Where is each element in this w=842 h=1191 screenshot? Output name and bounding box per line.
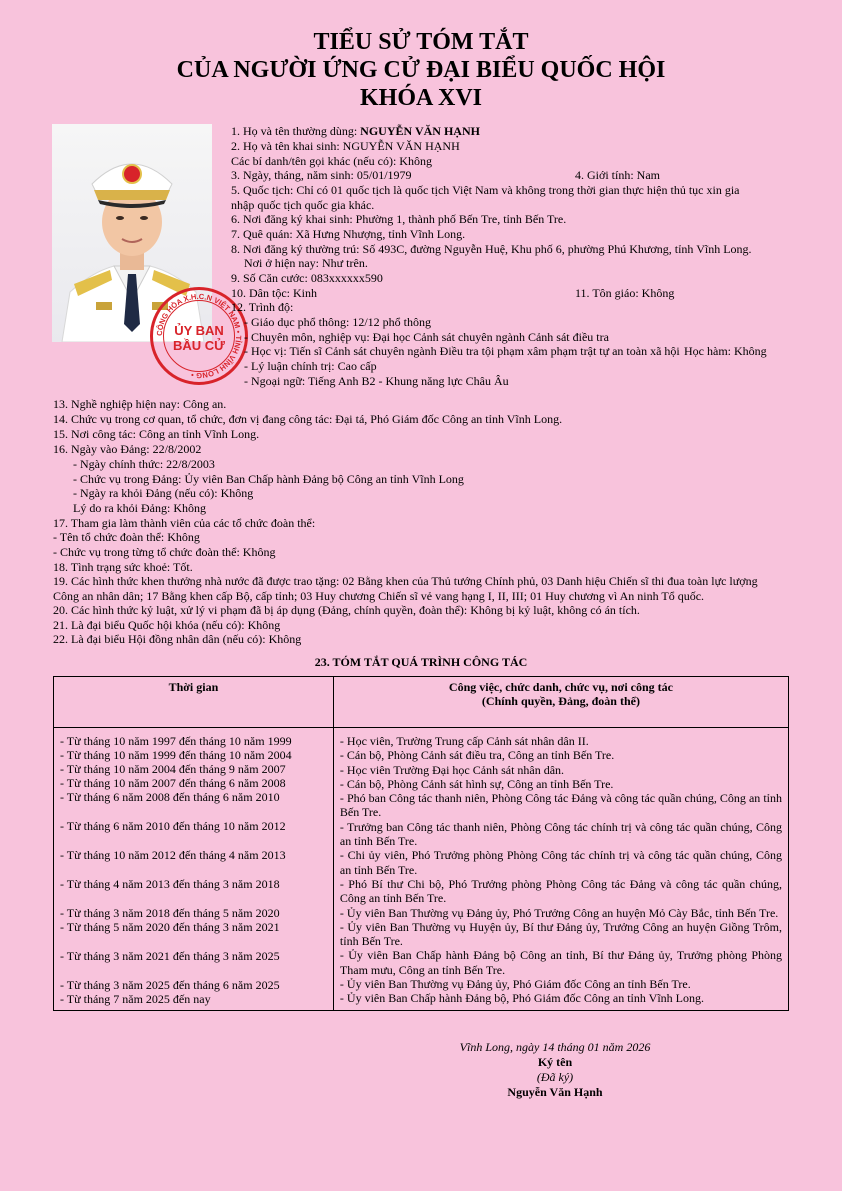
column-header-time: Thời gian: [54, 677, 334, 728]
field-religion: 11. Tôn giáo: Không: [575, 286, 675, 300]
work-time-entry: - Từ tháng 10 năm 2004 đến tháng 9 năm 2007: [60, 762, 286, 776]
work-time-entry: - Từ tháng 6 năm 2008 đến tháng 6 năm 2010: [60, 790, 280, 804]
work-time-entry: - Từ tháng 3 năm 2018 đến tháng 5 năm 2020: [60, 906, 280, 920]
work-history-title: 23. TÓM TẮT QUÁ TRÌNH CÔNG TÁC: [314, 655, 528, 669]
field-discipline: 20. Các hình thức kỷ luật, xử lý vi phạm đã bị áp dụng (Đảng, chính quyền, đoàn thể): Không bị kỷ luật, không có án tích.: [53, 603, 640, 617]
field-na-delegate: 21. Là đại biểu Quốc hội khóa (nếu có): Không: [53, 618, 281, 632]
work-job-entry: - Cán bộ, Phòng Cảnh sát điều tra, Công an tỉnh Bến Tre.: [339, 748, 615, 763]
work-job-entry: - Ủy viên Ban Chấp hành Đảng bộ, Phó Giám đốc Công an tỉnh Vĩnh Long.: [339, 991, 704, 1006]
place-date: Vĩnh Long, ngày 14 tháng 01 năm 2026: [459, 1040, 651, 1054]
field-political-theory: - Lý luận chính trị: Cao cấp: [244, 359, 377, 373]
field-permanent-residence: 8. Nơi đăng ký thường trú: Số 493C, đường Nguyễn Huệ, Khu phố 6, phường Phú Khương, tỉnh Vĩnh Long.: [231, 242, 752, 256]
field-health: 18. Tình trạng sức khoẻ: Tốt.: [53, 560, 193, 574]
work-time-entry: - Từ tháng 10 năm 1999 đến tháng 10 năm 2004: [60, 748, 292, 762]
field-organization-role: - Chức vụ trong từng tổ chức đoàn thể: Không: [53, 545, 276, 559]
work-job-entry: - Ủy viên Ban Thường vụ Đảng ủy, Phó Trưởng Công an huyện Mỏ Cày Bắc, tỉnh Bến Tre.: [339, 905, 779, 920]
work-time-entry: - Từ tháng 6 năm 2010 đến tháng 10 năm 2012: [60, 819, 286, 833]
field-dob: 3. Ngày, tháng, năm sinh: 05/01/1979: [231, 168, 412, 182]
field-occupation: 13. Nghề nghiệp hiện nay: Công an.: [53, 397, 227, 411]
work-job-entry: - Ủy viên Ban Chấp hành Đảng bộ Công an tỉnh, Bí thư Đảng ủy, Trưởng phòng Phòng Tham mưu, Công an tỉnh Bến Tre.: [339, 948, 782, 977]
field-nationality-cont: nhập quốc tịch quốc gia khác.: [231, 198, 375, 212]
work-time-entry: - Từ tháng 10 năm 2012 đến tháng 4 năm 2013: [60, 848, 286, 862]
work-time-entry: - Từ tháng 3 năm 2021 đến tháng 3 năm 2025: [60, 949, 280, 963]
work-time-entry: - Từ tháng 7 năm 2025 đến nay: [60, 992, 211, 1006]
sign-label: Ký tên: [537, 1055, 573, 1069]
field-workplace: 15. Nơi công tác: Công an tỉnh Vĩnh Long.: [53, 427, 260, 441]
signature-block: [420, 1040, 690, 1100]
field-position: 14. Chức vụ trong cơ quan, tổ chức, đơn vị đang công tác: Đại tá, Phó Giám đốc Công an tỉnh Vĩnh Long.: [53, 412, 563, 426]
field-gender: 4. Giới tính: Nam: [575, 168, 661, 182]
title-line-1: TIỂU SỬ TÓM TẮT: [313, 29, 529, 55]
work-history-table: [53, 676, 789, 1011]
field-specialty: - Chuyên môn, nghiệp vụ: Đại học Cảnh sát chuyên ngành Cảnh sát điều tra: [244, 330, 609, 344]
work-job-entry: - Phó ban Công tác thanh niên, Phòng Công tác Đảng và công tác quần chúng, Công an tỉnh Bến Tre.: [339, 791, 782, 820]
field-party-leave-date: - Ngày ra khỏi Đảng (nếu có): Không: [73, 486, 254, 500]
table-body-row: [54, 728, 789, 1011]
job-column: [333, 728, 788, 1011]
svg-text:CỘNG HÒA X.H.C.N VIỆT NAM • TỈ: CỘNG HÒA X.H.C.N VIỆT NAM • TỈNH VĨNH LONG •: [154, 291, 244, 381]
work-job-entry: - Ủy viên Ban Thường vụ Huyện ủy, Bí thư Đảng ủy, Trưởng Công an huyện Giồng Trôm, tỉnh Bến Tre.: [339, 919, 782, 949]
field-awards-cont: Công an nhân dân; 17 Bằng khen cấp Bộ, cấp tỉnh; 03 Huy chương Chiến sĩ vẻ vang hạng I, II, III; 01 Huy chương vì An ninh Tổ quốc.: [53, 589, 705, 603]
field-nationality: 5. Quốc tịch: Chỉ có 01 quốc tịch là quốc tịch Việt Nam và không trong thời gian thực hiện thủ tục xin gia: [231, 183, 740, 197]
field-current-residence: Nơi ở hiện nay: Như trên.: [244, 256, 368, 270]
field-party-join-date: 16. Ngày vào Đảng: 22/8/2002: [53, 442, 202, 456]
stamp-line-1: ỦY BAN: [174, 323, 224, 338]
field-pc-delegate: 22. Là đại biểu Hội đồng nhân dân (nếu có): Không: [53, 632, 302, 646]
document-title: [0, 28, 842, 112]
field-education: 12. Trình độ:: [231, 300, 294, 314]
stamp-line-2: BẦU CỬ: [173, 338, 225, 353]
title-line-2: CỦA NGƯỜI ỨNG CỬ ĐẠI BIỂU QUỐC HỘI: [176, 57, 666, 83]
field-general-education: - Giáo dục phổ thông: 12/12 phổ thông: [244, 315, 431, 329]
field-party-official-date: - Ngày chính thức: 22/8/2003: [73, 457, 215, 471]
signed-note: (Đã ký): [536, 1070, 574, 1084]
work-time-entry: - Từ tháng 4 năm 2013 đến tháng 3 năm 2018: [60, 877, 280, 891]
work-time-entry: - Từ tháng 10 năm 2007 đến tháng 6 năm 2008: [60, 776, 286, 790]
title-line-3: KHÓA XVI: [359, 85, 482, 111]
field-birth-name: 2. Họ và tên khai sinh: NGUYỄN VĂN HẠNH: [231, 139, 460, 153]
work-job-entry: - Phó Bí thư Chi bộ, Phó Trưởng phòng Phòng Công tác Đảng và công tác quần chúng, Công an tỉnh Bến Tre.: [339, 876, 782, 906]
work-job-entry: - Chi ủy viên, Phó Trưởng phòng Phòng Công tác chính trị và công tác quần chúng, Công an tỉnh Bến Tre.: [339, 848, 782, 877]
table-header-row: [54, 677, 789, 728]
field-degree: - Học vị: Tiến sĩ Cảnh sát chuyên ngành Điều tra tội phạm xâm phạm trật tự an toàn xã hội: [244, 344, 680, 358]
signer-name: Nguyễn Văn Hạnh: [507, 1085, 603, 1099]
field-academic-title: Học hàm: Không: [684, 344, 767, 358]
field-common-name: 1. Họ và tên thường dùng: NGUYỄN VĂN HẠNH: [231, 124, 480, 138]
work-job-entry: - Ủy viên Ban Thường vụ Đảng ủy, Phó Giám đốc Công an tỉnh Bến Tre.: [339, 977, 691, 992]
common-name-value: NGUYỄN VĂN HẠNH: [360, 124, 480, 138]
field-hometown: 7. Quê quán: Xã Hưng Nhượng, tỉnh Vĩnh Long.: [231, 227, 466, 241]
field-birth-registration: 6. Nơi đăng ký khai sinh: Phường 1, thành phố Bến Tre, tỉnh Bến Tre.: [231, 212, 567, 226]
field-organizations: 17. Tham gia làm thành viên của các tổ chức đoàn thể:: [53, 516, 316, 530]
field-awards: 19. Các hình thức khen thưởng nhà nước đã được trao tặng: 02 Bằng khen của Thủ tướng Chính phủ, 03 Danh hiệu Chiến sĩ thi đua toàn lực lượng: [53, 574, 758, 588]
field-party-leave-reason: Lý do ra khỏi Đảng: Không: [73, 501, 206, 515]
work-time-entry: - Từ tháng 3 năm 2025 đến tháng 6 năm 2025: [60, 978, 280, 992]
work-job-entry: - Trưởng ban Công tác thanh niên, Phòng Công tác chính trị và công tác quần chúng, Công an tỉnh Bến Tre.: [339, 819, 782, 849]
field-party-position: - Chức vụ trong Đảng: Ủy viên Ban Chấp hành Đảng bộ Công an tỉnh Vĩnh Long: [73, 472, 464, 486]
field-organization-name: - Tên tổ chức đoàn thể: Không: [53, 530, 200, 544]
field-aliases: Các bí danh/tên gọi khác (nếu có): Không: [231, 154, 432, 168]
work-job-entry: - Học viên Trường Đại học Cảnh sát nhân dân.: [339, 762, 565, 777]
time-column: [54, 728, 334, 1011]
field-id-number: 9. Số Căn cước: 083xxxxxx590: [231, 271, 383, 285]
column-header-job: Công việc, chức danh, chức vụ, nơi công tác (Chính quyền, Đảng, đoàn thể): [333, 677, 788, 728]
work-job-entry: - Cán bộ, Phòng Cảnh sát hình sự, Công an tỉnh Bến Tre.: [339, 776, 614, 791]
work-time-entry: - Từ tháng 10 năm 1997 đến tháng 10 năm 1999: [60, 734, 292, 748]
work-job-entry: - Học viên, Trường Trung cấp Cảnh sát nhân dân II.: [339, 734, 589, 748]
field-ethnicity: 10. Dân tộc: Kinh: [231, 286, 317, 300]
work-time-entry: - Từ tháng 5 năm 2020 đến tháng 3 năm 2021: [60, 920, 280, 934]
field-foreign-language: - Ngoại ngữ: Tiếng Anh B2 - Khung năng lực Châu Âu: [244, 374, 509, 388]
